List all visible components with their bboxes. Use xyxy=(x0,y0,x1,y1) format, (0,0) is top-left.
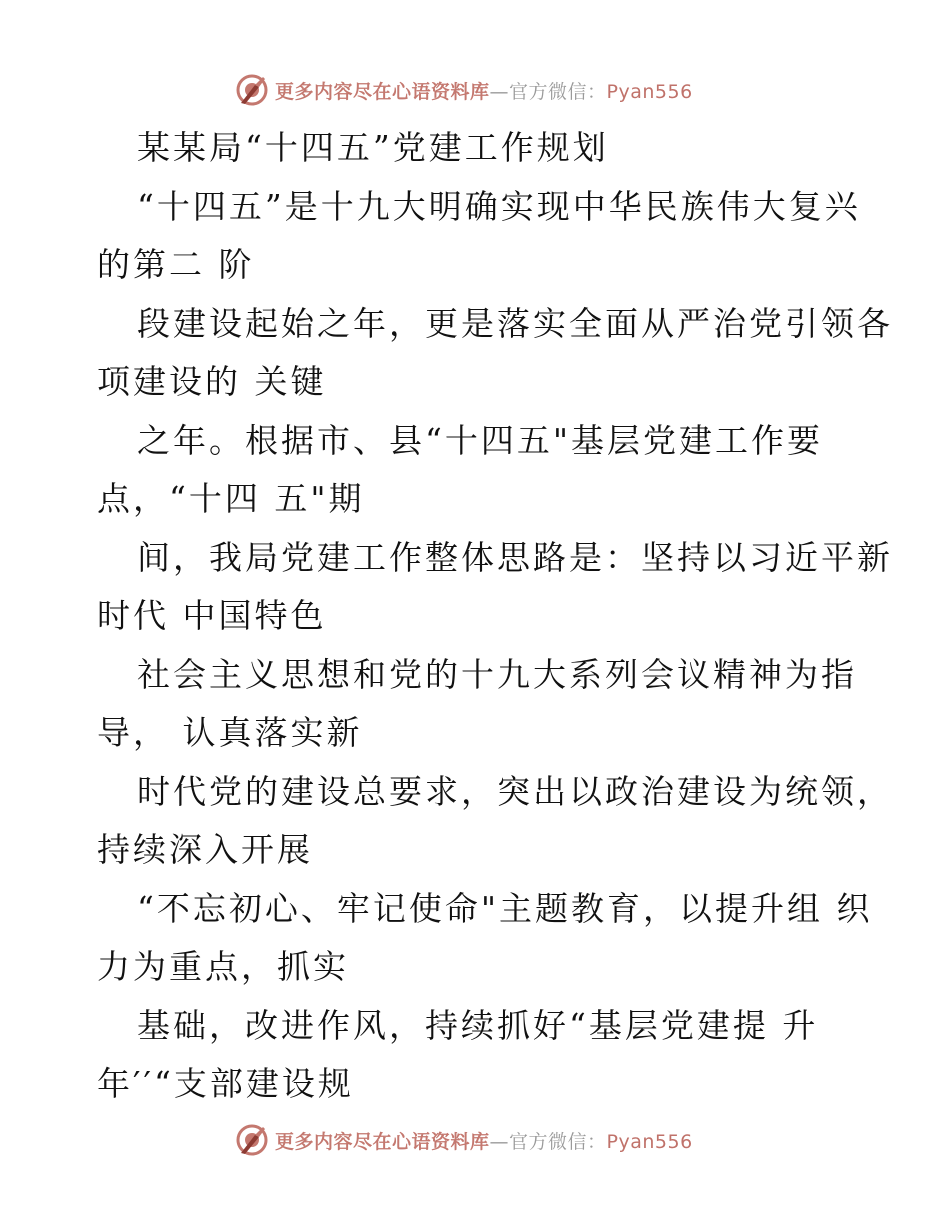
quill-logo-icon xyxy=(235,73,269,107)
watermark-dash: — xyxy=(489,1130,510,1153)
watermark-text xyxy=(275,1127,693,1154)
paragraph-line: 间，我局党建工作整体思路是：坚持以习近平新 xyxy=(137,538,893,577)
watermark-dash: — xyxy=(489,80,510,103)
watermark-header xyxy=(235,70,693,110)
paragraph-line: 社会主义思想和党的十九大系列会议精神为指 xyxy=(137,655,857,694)
paragraph-line: 时代 中国特色 xyxy=(97,596,327,635)
watermark-brand: 更多内容尽在心语资料库 xyxy=(275,80,490,103)
paragraph-line: 时代党的建设总要求，突出以政治建设为统领， xyxy=(137,772,893,811)
paragraph-line: 基础，改进作风，持续抓好“基层党建提 升 xyxy=(137,1006,819,1045)
watermark-official: 官方微信： xyxy=(509,80,607,103)
paragraph-line: 的第二 阶 xyxy=(97,245,255,284)
paragraph-line: 导， 认真落实新 xyxy=(97,713,363,752)
paragraph-line: 项建设的 关键 xyxy=(97,362,327,401)
watermark-official: 官方微信： xyxy=(509,1130,607,1153)
watermark-wechat-id: Pyan556 xyxy=(606,80,693,103)
paragraph-line: 段建设起始之年，更是落实全面从严治党引领各 xyxy=(137,304,893,343)
paragraph-line: 年′′“支部建设规 xyxy=(97,1064,354,1103)
paragraph-line: 力为重点，抓实 xyxy=(97,947,349,986)
document-title: 某某局“十四五”党建工作规划 xyxy=(137,128,609,167)
paragraph-line: “十四五”是十九大明确实现中华民族伟大复兴 xyxy=(137,187,861,226)
paragraph-line: 之年。根据市、县“十四五"基层党建工作要 xyxy=(137,421,824,460)
watermark-footer xyxy=(235,1120,693,1160)
paragraph-line: “不忘初心、牢记使命"主题教育，以提升组 织 xyxy=(137,889,873,928)
watermark-text xyxy=(275,77,693,104)
paragraph-line: 点，“十四 五"期 xyxy=(97,479,365,518)
paragraph-line: 持续深入开展 xyxy=(97,830,313,869)
watermark-brand: 更多内容尽在心语资料库 xyxy=(275,1130,490,1153)
quill-logo-icon xyxy=(235,1123,269,1157)
watermark-wechat-id: Pyan556 xyxy=(606,1130,693,1153)
